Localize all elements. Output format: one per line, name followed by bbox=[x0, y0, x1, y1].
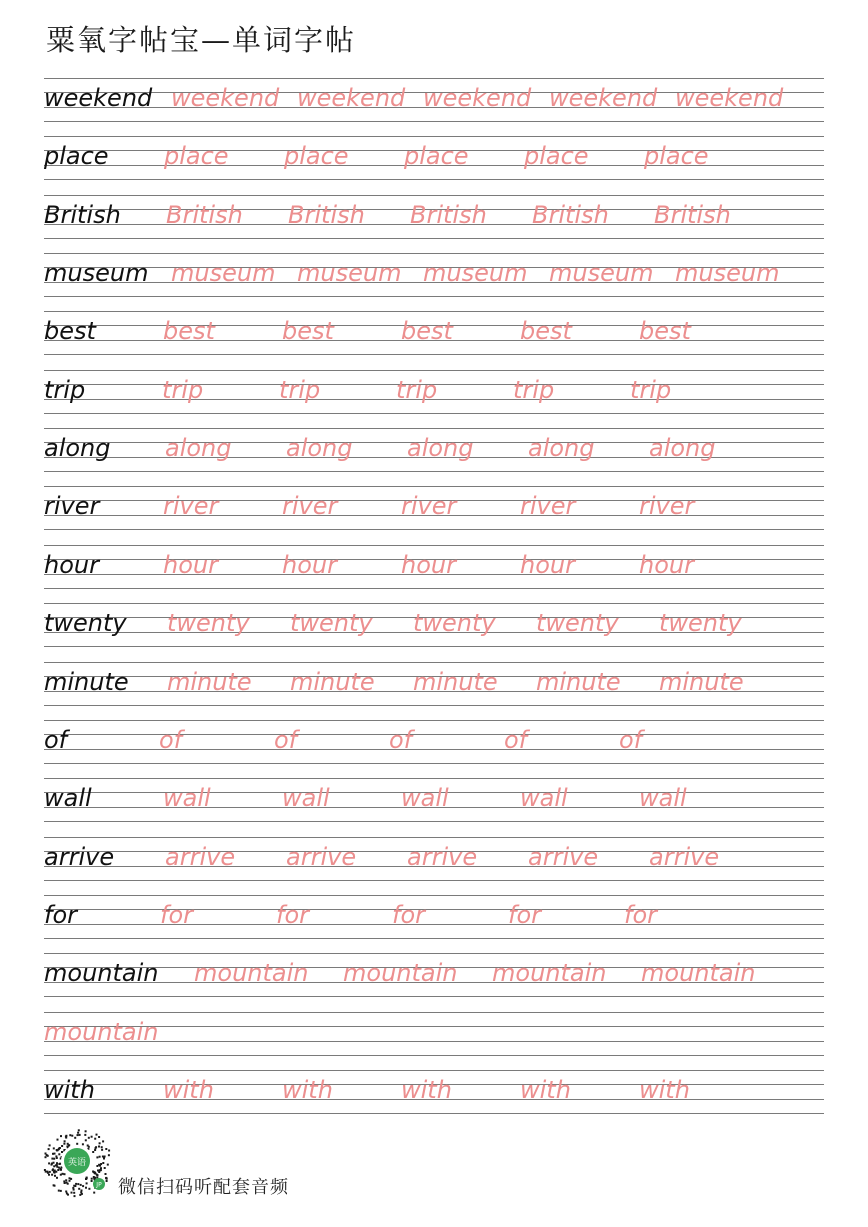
trace-word: British bbox=[654, 200, 731, 229]
ruled-line bbox=[44, 370, 824, 371]
practice-row bbox=[44, 837, 824, 881]
trace-word: wall bbox=[401, 784, 449, 813]
practice-row bbox=[44, 603, 824, 647]
trace-word: arrive bbox=[165, 842, 236, 871]
ruled-line bbox=[44, 311, 824, 312]
model-word: river bbox=[44, 492, 100, 521]
trace-word: hour bbox=[520, 550, 575, 579]
trace-word: best bbox=[639, 317, 691, 346]
trace-word: minute bbox=[536, 667, 621, 696]
model-word: trip bbox=[44, 375, 86, 404]
trace-word: museum bbox=[423, 259, 528, 288]
trace-word: minute bbox=[659, 667, 744, 696]
ruled-line bbox=[44, 1026, 824, 1027]
trace-word: best bbox=[282, 317, 334, 346]
trace-word: with bbox=[163, 1075, 214, 1104]
ruled-line bbox=[44, 486, 824, 487]
trace-word: with bbox=[520, 1075, 571, 1104]
practice-row bbox=[44, 253, 824, 297]
model-word: with bbox=[44, 1075, 95, 1104]
practice-row bbox=[44, 136, 824, 180]
trace-word: museum bbox=[549, 259, 654, 288]
ruled-line bbox=[44, 238, 824, 239]
trace-word: twenty bbox=[413, 609, 496, 638]
trace-word: with bbox=[282, 1075, 333, 1104]
ruled-line bbox=[44, 428, 824, 429]
trace-word: hour bbox=[401, 550, 456, 579]
practice-row bbox=[44, 195, 824, 239]
trace-word: mountain bbox=[641, 959, 756, 988]
ruled-line bbox=[44, 720, 824, 721]
trace-word: river bbox=[401, 492, 457, 521]
ruled-line bbox=[44, 705, 824, 706]
trace-word: of bbox=[389, 725, 413, 754]
trace-word: minute bbox=[167, 667, 252, 696]
trace-word: minute bbox=[290, 667, 375, 696]
practice-row bbox=[44, 662, 824, 706]
qr-code-icon bbox=[42, 1128, 112, 1198]
ruled-line bbox=[44, 778, 824, 779]
practice-row bbox=[44, 1012, 824, 1056]
footer-caption: 微信扫码听配套音频 bbox=[118, 1177, 289, 1198]
trace-word: of bbox=[159, 725, 183, 754]
practice-row bbox=[44, 778, 824, 822]
trace-word: along bbox=[407, 434, 474, 463]
model-word: British bbox=[44, 200, 121, 229]
trace-word: best bbox=[163, 317, 215, 346]
ruled-line bbox=[44, 588, 824, 589]
trace-word: best bbox=[520, 317, 572, 346]
trace-word: river bbox=[163, 492, 219, 521]
trace-word: river bbox=[282, 492, 338, 521]
trace-word: twenty bbox=[536, 609, 619, 638]
ruled-line bbox=[44, 354, 824, 355]
trace-word: arrive bbox=[649, 842, 720, 871]
trace-word: arrive bbox=[407, 842, 478, 871]
model-word: place bbox=[44, 142, 109, 171]
trace-word: place bbox=[644, 142, 709, 171]
ruled-line bbox=[44, 413, 824, 414]
model-word: minute bbox=[44, 667, 129, 696]
model-word: museum bbox=[44, 259, 149, 288]
model-word: of bbox=[44, 725, 68, 754]
page-title: 粟氧字帖宝—单词字帖 bbox=[46, 23, 357, 57]
trace-word: best bbox=[401, 317, 453, 346]
trace-word: museum bbox=[675, 259, 780, 288]
trace-word: museum bbox=[297, 259, 402, 288]
trace-word: river bbox=[639, 492, 695, 521]
practice-row bbox=[44, 895, 824, 939]
trace-word: of bbox=[274, 725, 298, 754]
ruled-line bbox=[44, 880, 824, 881]
trace-word: hour bbox=[163, 550, 218, 579]
trace-word: weekend bbox=[171, 84, 280, 112]
trace-word: place bbox=[404, 142, 469, 171]
ruled-line bbox=[44, 471, 824, 472]
trace-word: along bbox=[649, 434, 716, 463]
trace-word: wall bbox=[639, 784, 687, 813]
trace-word: along bbox=[286, 434, 353, 463]
model-word: along bbox=[44, 434, 111, 463]
practice-row bbox=[44, 370, 824, 414]
practice-row bbox=[44, 720, 824, 764]
model-word: mountain bbox=[44, 959, 159, 988]
ruled-line bbox=[44, 1113, 824, 1114]
ruled-line bbox=[44, 253, 824, 254]
qr-corner-label: JP bbox=[96, 1181, 102, 1189]
practice-row bbox=[44, 78, 824, 122]
trace-word: weekend bbox=[675, 84, 784, 112]
practice-row bbox=[44, 311, 824, 355]
trace-word: arrive bbox=[528, 842, 599, 871]
ruled-line bbox=[44, 1012, 824, 1013]
trace-word: of bbox=[504, 725, 528, 754]
trace-word: weekend bbox=[549, 84, 658, 112]
trace-word: mountain bbox=[343, 959, 458, 988]
ruled-line bbox=[44, 296, 824, 297]
ruled-line bbox=[44, 545, 824, 546]
trace-word: for bbox=[160, 900, 193, 929]
trace-word: with bbox=[401, 1075, 452, 1104]
ruled-line bbox=[44, 179, 824, 180]
trace-word: weekend bbox=[297, 84, 406, 112]
practice-row bbox=[44, 486, 824, 530]
trace-word: weekend bbox=[423, 84, 532, 112]
model-word: hour bbox=[44, 550, 99, 579]
trace-word: of bbox=[619, 725, 643, 754]
trace-word: twenty bbox=[659, 609, 742, 638]
ruled-line bbox=[44, 662, 824, 663]
footer bbox=[42, 1128, 362, 1200]
trace-word: wall bbox=[520, 784, 568, 813]
trace-word: hour bbox=[282, 550, 337, 579]
ruled-line bbox=[44, 895, 824, 896]
trace-word: river bbox=[520, 492, 576, 521]
trace-word: along bbox=[165, 434, 232, 463]
trace-word: place bbox=[284, 142, 349, 171]
trace-word: trip bbox=[396, 375, 438, 404]
trace-word: wall bbox=[282, 784, 330, 813]
trace-word: with bbox=[639, 1075, 690, 1104]
ruled-line bbox=[44, 996, 824, 997]
ruled-line bbox=[44, 646, 824, 647]
practice-row bbox=[44, 545, 824, 589]
ruled-line bbox=[44, 938, 824, 939]
practice-row bbox=[44, 1070, 824, 1114]
trace-word: for bbox=[508, 900, 541, 929]
trace-word: mountain bbox=[44, 1017, 159, 1046]
ruled-line bbox=[44, 78, 824, 79]
ruled-line bbox=[44, 195, 824, 196]
trace-word: for bbox=[624, 900, 657, 929]
trace-word: trip bbox=[279, 375, 321, 404]
ruled-line bbox=[44, 1041, 824, 1042]
trace-word: British bbox=[288, 200, 365, 229]
qr-badge-label: 英语 bbox=[67, 1158, 87, 1168]
ruled-line bbox=[44, 837, 824, 838]
trace-word: mountain bbox=[194, 959, 309, 988]
trace-word: for bbox=[276, 900, 309, 929]
trace-word: wall bbox=[163, 784, 211, 813]
trace-word: along bbox=[528, 434, 595, 463]
trace-word: arrive bbox=[286, 842, 357, 871]
trace-word: trip bbox=[162, 375, 204, 404]
trace-word: British bbox=[166, 200, 243, 229]
ruled-line bbox=[44, 603, 824, 604]
model-word: for bbox=[44, 900, 77, 929]
trace-word: twenty bbox=[290, 609, 373, 638]
model-word: weekend bbox=[44, 84, 153, 112]
model-word: arrive bbox=[44, 842, 115, 871]
trace-word: British bbox=[410, 200, 487, 229]
trace-word: for bbox=[392, 900, 425, 929]
trace-word: twenty bbox=[167, 609, 250, 638]
model-word: wall bbox=[44, 784, 92, 813]
trace-word: trip bbox=[513, 375, 555, 404]
ruled-line bbox=[44, 763, 824, 764]
ruled-line bbox=[44, 821, 824, 822]
trace-word: minute bbox=[413, 667, 498, 696]
practice-row bbox=[44, 428, 824, 472]
trace-word: place bbox=[164, 142, 229, 171]
ruled-line bbox=[44, 136, 824, 137]
practice-row bbox=[44, 953, 824, 997]
ruled-line bbox=[44, 953, 824, 954]
trace-word: mountain bbox=[492, 959, 607, 988]
ruled-line bbox=[44, 529, 824, 530]
trace-word: British bbox=[532, 200, 609, 229]
model-word: twenty bbox=[44, 609, 127, 638]
model-word: best bbox=[44, 317, 96, 346]
trace-word: trip bbox=[630, 375, 672, 404]
ruled-line bbox=[44, 1055, 824, 1056]
trace-word: museum bbox=[171, 259, 276, 288]
trace-word: place bbox=[524, 142, 589, 171]
ruled-line bbox=[44, 1070, 824, 1071]
ruled-line bbox=[44, 121, 824, 122]
trace-word: hour bbox=[639, 550, 694, 579]
